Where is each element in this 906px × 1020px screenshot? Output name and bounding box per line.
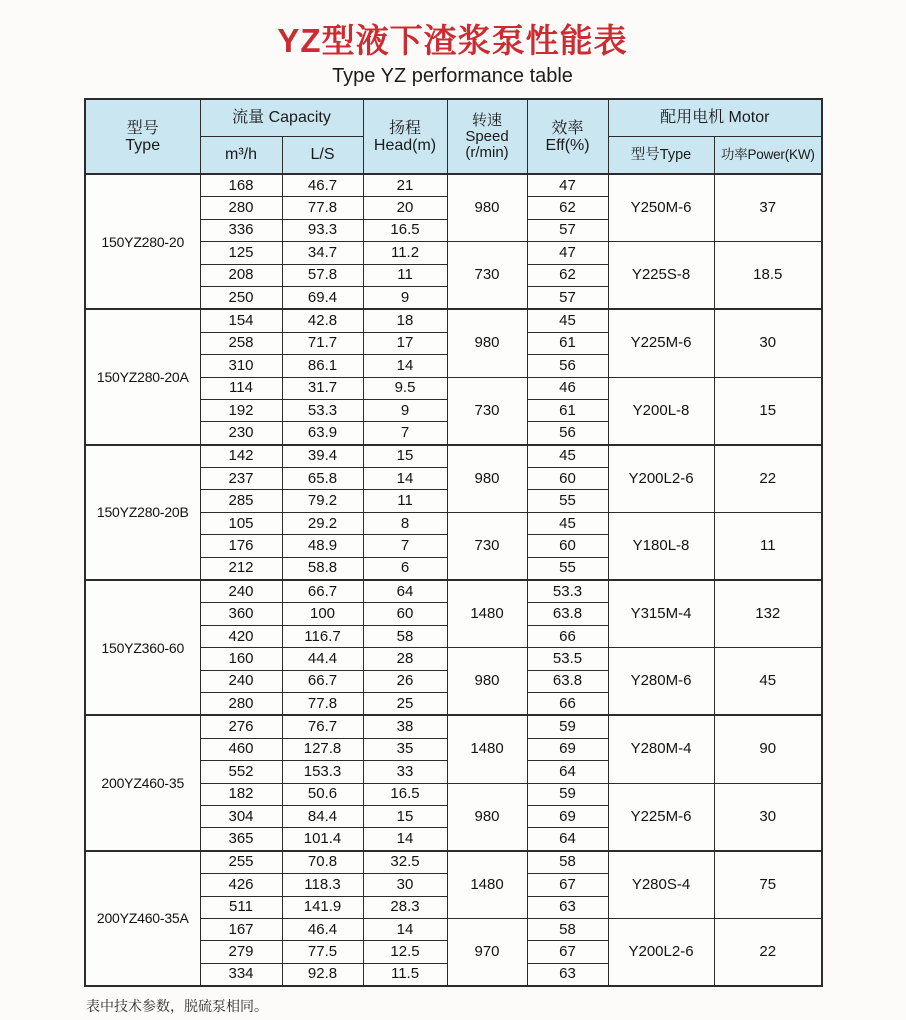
capacity-ls-cell: 46.7 [282, 174, 363, 197]
table-body [85, 174, 822, 986]
capacity-ls-cell: 42.8 [282, 309, 363, 332]
motor-power-cell: 45 [714, 648, 822, 716]
model-cell: 200YZ460-35 [85, 715, 200, 850]
head-cell: 17 [363, 332, 447, 354]
head-cell: 64 [363, 580, 447, 603]
motor-model-cell: Y225M-6 [608, 309, 714, 377]
capacity-m3h-cell: 334 [200, 963, 282, 986]
capacity-m3h-cell: 360 [200, 603, 282, 625]
capacity-ls-cell: 63.9 [282, 422, 363, 445]
capacity-ls-cell: 76.7 [282, 715, 363, 738]
eff-cell: 61 [527, 332, 608, 354]
table-row [85, 715, 822, 738]
capacity-ls-cell: 116.7 [282, 625, 363, 647]
capacity-ls-cell: 71.7 [282, 332, 363, 354]
model-cell: 150YZ360-60 [85, 580, 200, 715]
motor-power-cell: 22 [714, 445, 822, 513]
eff-cell: 64 [527, 828, 608, 851]
eff-cell: 62 [527, 264, 608, 286]
capacity-ls-cell: 79.2 [282, 490, 363, 512]
header-head-en: Head(m) [373, 136, 437, 154]
table-row [85, 580, 822, 603]
head-cell: 9.5 [363, 377, 447, 399]
capacity-m3h-cell: 167 [200, 918, 282, 940]
eff-cell: 63.8 [527, 670, 608, 692]
footnote: 表中技术参数，脱硫泵相同。 [86, 998, 268, 1015]
model-cell: 150YZ280-20B [85, 445, 200, 580]
head-cell: 15 [363, 805, 447, 827]
head-cell: 9 [363, 399, 447, 421]
speed-cell: 1480 [447, 715, 527, 783]
capacity-m3h-cell: 426 [200, 874, 282, 896]
speed-cell: 1480 [447, 851, 527, 919]
capacity-m3h-cell: 279 [200, 941, 282, 963]
eff-cell: 45 [527, 512, 608, 534]
capacity-m3h-cell: 310 [200, 355, 282, 377]
capacity-m3h-cell: 176 [200, 535, 282, 557]
header-model-zh: 型号 [126, 119, 159, 137]
eff-cell: 60 [527, 468, 608, 490]
motor-power-cell: 30 [714, 783, 822, 851]
speed-cell: 980 [447, 648, 527, 716]
capacity-m3h-cell: 304 [200, 805, 282, 827]
header-model-en: Type [125, 136, 161, 154]
eff-cell: 45 [527, 445, 608, 468]
capacity-ls-cell: 48.9 [282, 535, 363, 557]
head-cell: 16.5 [363, 219, 447, 241]
capacity-m3h-cell: 192 [200, 399, 282, 421]
head-cell: 11.2 [363, 242, 447, 264]
capacity-ls-cell: 44.4 [282, 648, 363, 670]
capacity-m3h-cell: 168 [200, 174, 282, 197]
capacity-m3h-cell: 280 [200, 197, 282, 219]
capacity-ls-cell: 39.4 [282, 445, 363, 468]
capacity-ls-cell: 101.4 [282, 828, 363, 851]
head-cell: 32.5 [363, 851, 447, 874]
head-cell: 35 [363, 738, 447, 760]
capacity-ls-cell: 118.3 [282, 874, 363, 896]
header-speed [447, 99, 527, 174]
eff-cell: 60 [527, 535, 608, 557]
capacity-ls-cell: 86.1 [282, 355, 363, 377]
motor-model-cell: Y280M-6 [608, 648, 714, 716]
capacity-m3h-cell: 142 [200, 445, 282, 468]
capacity-m3h-cell: 258 [200, 332, 282, 354]
capacity-m3h-cell: 511 [200, 896, 282, 918]
capacity-m3h-cell: 154 [200, 309, 282, 332]
capacity-m3h-cell: 365 [200, 828, 282, 851]
capacity-m3h-cell: 240 [200, 670, 282, 692]
speed-cell: 980 [447, 445, 527, 513]
header-eff [527, 99, 608, 174]
motor-model-cell: Y225M-6 [608, 783, 714, 851]
eff-cell: 64 [527, 761, 608, 783]
motor-power-cell: 132 [714, 580, 822, 648]
capacity-ls-cell: 57.8 [282, 264, 363, 286]
motor-power-cell: 37 [714, 174, 822, 242]
header-eff-en: Eff(%) [545, 136, 590, 154]
header-head [363, 99, 447, 174]
head-cell: 58 [363, 625, 447, 647]
eff-cell: 56 [527, 355, 608, 377]
motor-power-cell: 90 [714, 715, 822, 783]
capacity-ls-cell: 92.8 [282, 963, 363, 986]
capacity-ls-cell: 34.7 [282, 242, 363, 264]
model-cell: 150YZ280-20A [85, 309, 200, 444]
speed-cell: 1480 [447, 580, 527, 648]
capacity-ls-cell: 66.7 [282, 580, 363, 603]
table-row [85, 174, 822, 197]
head-cell: 11 [363, 490, 447, 512]
eff-cell: 46 [527, 377, 608, 399]
capacity-m3h-cell: 160 [200, 648, 282, 670]
head-cell: 60 [363, 603, 447, 625]
capacity-ls-cell: 141.9 [282, 896, 363, 918]
table-header [85, 99, 822, 174]
header-capacity-m3h: m³/h [200, 137, 282, 175]
motor-power-cell: 22 [714, 918, 822, 986]
model-cell: 200YZ460-35A [85, 851, 200, 986]
capacity-m3h-cell: 460 [200, 738, 282, 760]
head-cell: 20 [363, 197, 447, 219]
capacity-ls-cell: 31.7 [282, 377, 363, 399]
head-cell: 30 [363, 874, 447, 896]
eff-cell: 57 [527, 286, 608, 309]
motor-model-cell: Y200L2-6 [608, 445, 714, 513]
table-row [85, 445, 822, 468]
capacity-ls-cell: 29.2 [282, 512, 363, 534]
header-capacity: 流量 Capacity [200, 99, 363, 137]
capacity-ls-cell: 93.3 [282, 219, 363, 241]
header-row-1 [85, 99, 822, 137]
header-motor: 配用电机 Motor [608, 99, 822, 137]
eff-cell: 61 [527, 399, 608, 421]
model-cell: 150YZ280-20 [85, 174, 200, 309]
head-cell: 7 [363, 422, 447, 445]
capacity-m3h-cell: 285 [200, 490, 282, 512]
header-speed-zh: 转速 [472, 111, 503, 129]
capacity-ls-cell: 100 [282, 603, 363, 625]
capacity-ls-cell: 70.8 [282, 851, 363, 874]
motor-model-cell: Y315M-4 [608, 580, 714, 648]
capacity-ls-cell: 153.3 [282, 761, 363, 783]
capacity-m3h-cell: 420 [200, 625, 282, 647]
motor-model-cell: Y280S-4 [608, 851, 714, 919]
head-cell: 12.5 [363, 941, 447, 963]
eff-cell: 59 [527, 715, 608, 738]
eff-cell: 69 [527, 805, 608, 827]
head-cell: 16.5 [363, 783, 447, 805]
head-cell: 26 [363, 670, 447, 692]
table-row [85, 309, 822, 332]
motor-power-cell: 18.5 [714, 242, 822, 310]
speed-cell: 980 [447, 309, 527, 377]
eff-cell: 57 [527, 219, 608, 241]
motor-model-cell: Y180L-8 [608, 512, 714, 580]
capacity-ls-cell: 65.8 [282, 468, 363, 490]
motor-model-cell: Y225S-8 [608, 242, 714, 310]
capacity-m3h-cell: 212 [200, 557, 282, 580]
header-speed-en: Speed [465, 127, 509, 145]
head-cell: 21 [363, 174, 447, 197]
speed-cell: 970 [447, 918, 527, 986]
speed-cell: 980 [447, 174, 527, 242]
speed-cell: 730 [447, 512, 527, 580]
header-speed-unit: (r/min) [465, 143, 509, 161]
eff-cell: 69 [527, 738, 608, 760]
head-cell: 6 [363, 557, 447, 580]
header-motor-power: 功率Power(KW) [714, 137, 822, 175]
capacity-m3h-cell: 208 [200, 264, 282, 286]
eff-cell: 63.8 [527, 603, 608, 625]
eff-cell: 56 [527, 422, 608, 445]
head-cell: 25 [363, 692, 447, 715]
header-capacity-ls: L/S [282, 137, 363, 175]
page-title: YZ型液下渣浆泵性能表 [277, 22, 628, 59]
eff-cell: 53.3 [527, 580, 608, 603]
capacity-ls-cell: 50.6 [282, 783, 363, 805]
motor-power-cell: 75 [714, 851, 822, 919]
capacity-m3h-cell: 280 [200, 692, 282, 715]
speed-cell: 730 [447, 377, 527, 445]
capacity-m3h-cell: 336 [200, 219, 282, 241]
eff-cell: 62 [527, 197, 608, 219]
speed-cell: 980 [447, 783, 527, 851]
page-subtitle: Type YZ performance table [332, 65, 573, 87]
motor-model-cell: Y200L2-6 [608, 918, 714, 986]
capacity-m3h-cell: 237 [200, 468, 282, 490]
header-model [85, 99, 200, 174]
eff-cell: 59 [527, 783, 608, 805]
capacity-m3h-cell: 230 [200, 422, 282, 445]
eff-cell: 58 [527, 918, 608, 940]
head-cell: 18 [363, 309, 447, 332]
eff-cell: 63 [527, 963, 608, 986]
capacity-m3h-cell: 105 [200, 512, 282, 534]
motor-power-cell: 11 [714, 512, 822, 580]
capacity-m3h-cell: 255 [200, 851, 282, 874]
capacity-ls-cell: 46.4 [282, 918, 363, 940]
head-cell: 14 [363, 918, 447, 940]
capacity-m3h-cell: 250 [200, 286, 282, 309]
capacity-m3h-cell: 182 [200, 783, 282, 805]
capacity-ls-cell: 77.8 [282, 692, 363, 715]
eff-cell: 67 [527, 941, 608, 963]
eff-cell: 45 [527, 309, 608, 332]
motor-model-cell: Y250M-6 [608, 174, 714, 242]
head-cell: 33 [363, 761, 447, 783]
head-cell: 14 [363, 355, 447, 377]
eff-cell: 55 [527, 557, 608, 580]
capacity-ls-cell: 77.8 [282, 197, 363, 219]
head-cell: 11.5 [363, 963, 447, 986]
table-row [85, 851, 822, 874]
head-cell: 14 [363, 828, 447, 851]
head-cell: 9 [363, 286, 447, 309]
eff-cell: 47 [527, 242, 608, 264]
capacity-m3h-cell: 552 [200, 761, 282, 783]
capacity-ls-cell: 58.8 [282, 557, 363, 580]
capacity-ls-cell: 84.4 [282, 805, 363, 827]
eff-cell: 67 [527, 874, 608, 896]
eff-cell: 47 [527, 174, 608, 197]
eff-cell: 55 [527, 490, 608, 512]
capacity-ls-cell: 77.5 [282, 941, 363, 963]
capacity-ls-cell: 66.7 [282, 670, 363, 692]
eff-cell: 66 [527, 625, 608, 647]
head-cell: 7 [363, 535, 447, 557]
motor-model-cell: Y200L-8 [608, 377, 714, 445]
eff-cell: 58 [527, 851, 608, 874]
motor-power-cell: 15 [714, 377, 822, 445]
head-cell: 28 [363, 648, 447, 670]
eff-cell: 63 [527, 896, 608, 918]
capacity-m3h-cell: 125 [200, 242, 282, 264]
capacity-ls-cell: 127.8 [282, 738, 363, 760]
header-eff-zh: 效率 [551, 119, 584, 137]
eff-cell: 53.5 [527, 648, 608, 670]
performance-table [84, 98, 823, 987]
header-head-zh: 扬程 [389, 119, 422, 137]
speed-cell: 730 [447, 242, 527, 310]
head-cell: 38 [363, 715, 447, 738]
head-cell: 11 [363, 264, 447, 286]
eff-cell: 66 [527, 692, 608, 715]
header-motor-model: 型号Type [608, 137, 714, 175]
performance-table-wrap [84, 98, 823, 987]
head-cell: 8 [363, 512, 447, 534]
capacity-ls-cell: 53.3 [282, 399, 363, 421]
motor-model-cell: Y280M-4 [608, 715, 714, 783]
head-cell: 14 [363, 468, 447, 490]
head-cell: 15 [363, 445, 447, 468]
motor-power-cell: 30 [714, 309, 822, 377]
capacity-m3h-cell: 240 [200, 580, 282, 603]
capacity-ls-cell: 69.4 [282, 286, 363, 309]
capacity-m3h-cell: 276 [200, 715, 282, 738]
capacity-m3h-cell: 114 [200, 377, 282, 399]
head-cell: 28.3 [363, 896, 447, 918]
